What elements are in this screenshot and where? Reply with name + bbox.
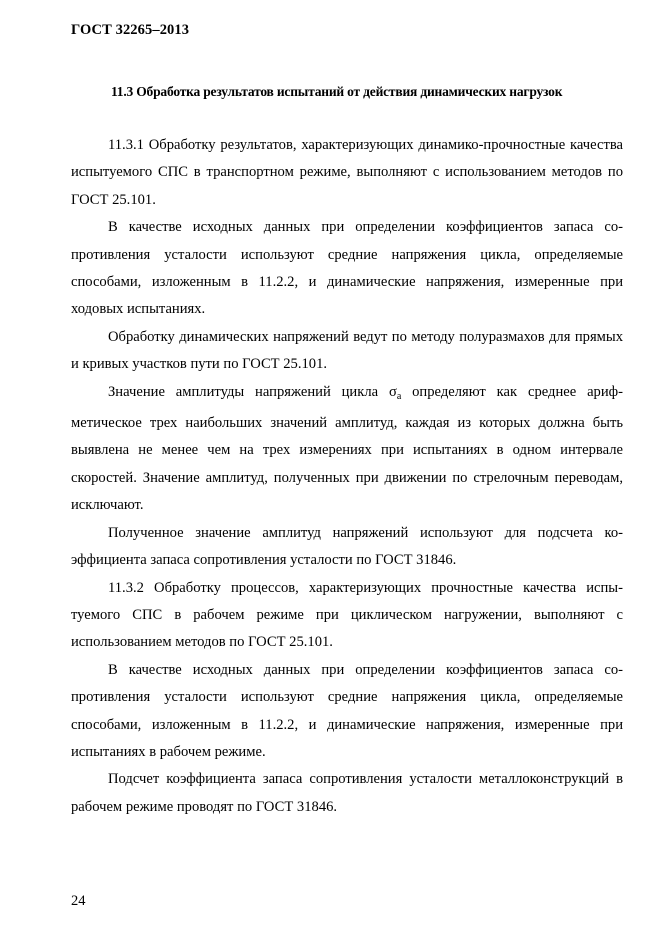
sigma-letter: σ [388,383,397,400]
sigma-symbol [389,384,401,400]
amplitude-text-end: определяют как среднее арифметическое трех наибольших значений амплитуд, каждая из которых должна быть выявлена не менее чем на трех измерениях при испытаниях в одном интервале скоростей. Значение амплитуд, полученных при движении по стрелочным переводам, исключают. [71,383,623,514]
body-text [71,132,623,821]
page-number: 24 [71,893,86,909]
paragraph-amplitude-usage: Полученное значение амплитуд напряжений используют для подсчета коэффициента запаса сопротивления усталости по ГОСТ 31846. [71,524,623,569]
paragraph-initial-data-working: В качестве исходных данных при определении коэффициентов запаса сопротивления усталости используют средние напряжения цикла, определяемые способами, изложенным в 11.2.2, и динамические напряжения, измеренные при испытаниях в рабочем режиме. [71,661,623,760]
paragraph-11-3-1: 11.3.1 Обработку результатов, характеризующих динамико-прочностные качества испытуемого СПС в транспортном режиме, выполняют с использованием методов по ГОСТ 25.101. [71,137,623,208]
amplitude-text-start: Значение амплитуды напряжений цикла [108,383,389,400]
standard-code-header: ГОСТ 32265–2013 [71,22,190,38]
paragraph-stress-amplitude [71,379,623,520]
paragraph-half-range-method: Обработку динамических напряжений ведут по методу полуразмахов для прямых и кривых участков пути по ГОСТ 25.101. [71,328,623,373]
sigma-subscript: a [396,390,402,402]
paragraph-safety-factor-calculation: Подсчет коэффициента запаса сопротивления усталости металлоконструкций в рабочем режиме проводят по ГОСТ 31846. [71,771,623,815]
section-heading: 11.3 Обработка результатов испытаний от действия динамических нагрузок [111,84,563,99]
paragraph-initial-data-transport: В качестве исходных данных при определении коэффициентов запаса сопротивления усталости используют средние напряжения цикла, определяемые способами, изложенным в 11.2.2, и динамические напряжения, измеренные при ходовых испытаниях. [71,219,623,318]
paragraph-11-3-2: 11.3.2 Обработку процессов, характеризующих прочностные качества испытуемого СПС в рабочем режиме при циклическом нагружении, выполняют с использованием методов по ГОСТ 25.101. [71,579,623,651]
